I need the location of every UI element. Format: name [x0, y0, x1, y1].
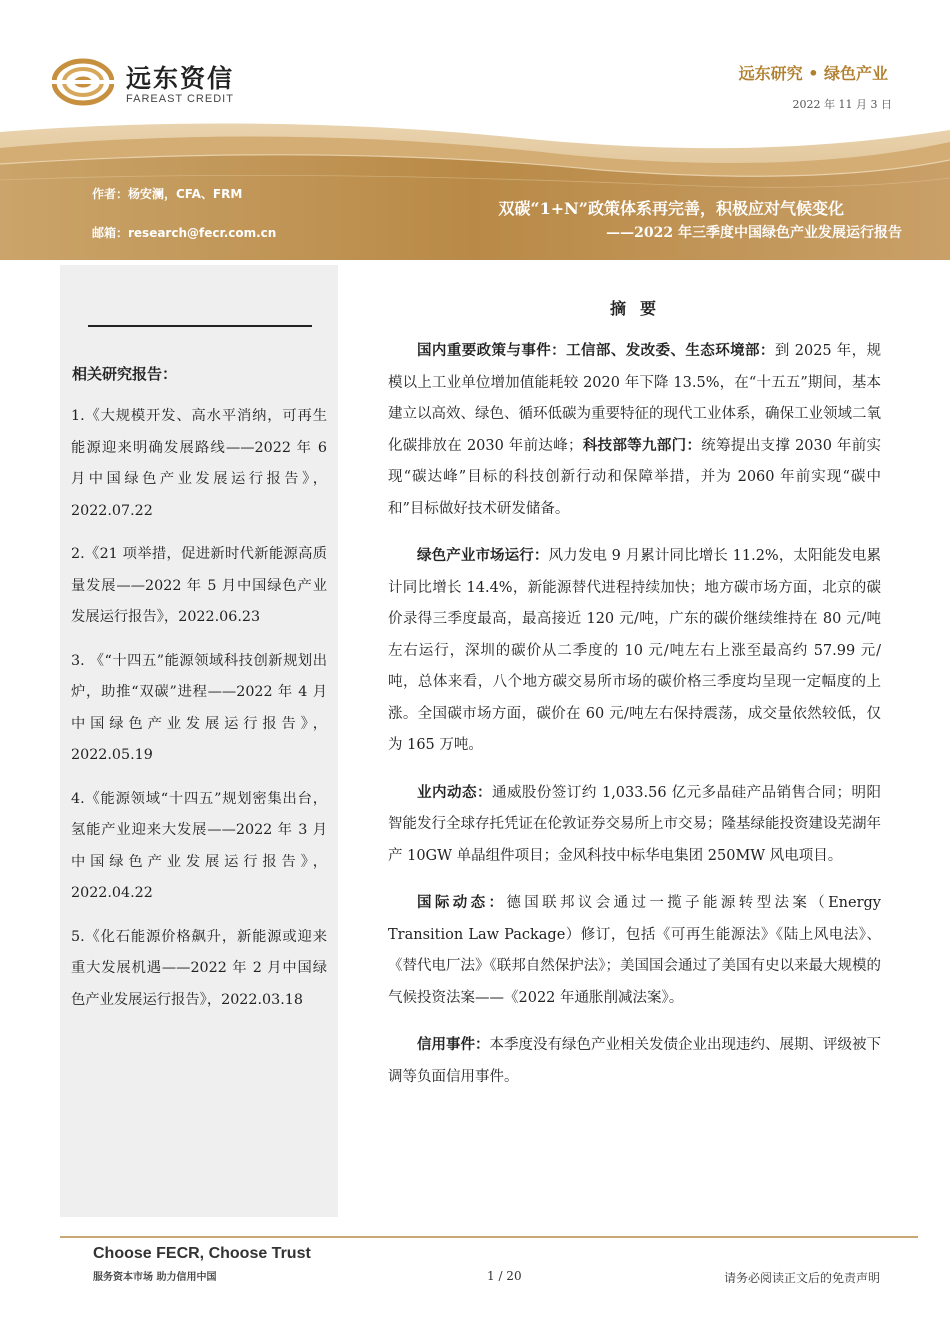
market-operation-paragraph	[388, 541, 881, 762]
related-report-item[interactable]: 4.《能源领域“十四五”规划密集出台，氢能产业迎来大发展——2022 年 3 月中国绿色产业发展运行报告》，2022.04.22	[71, 790, 327, 901]
report-subtitle: ——2022 年三季度中国绿色产业发展运行报告	[606, 225, 902, 241]
related-reports-sidebar	[60, 265, 338, 1217]
paragraph-text: 风力发电 9 月累计同比增长 11.2%，太阳能发电累计同比增长 14.4%，新能源替代进程持续加快；地方碳市场方面，北京的碳价录得三季度最高，最高接近 120 元/吨，广东的碳价继续维持在 80 元/吨左右运行，深圳的碳价从二季度的 10 元/吨左右上涨至最高约 57.99 元/吨，总体来看，八个地方碳交易所市场的碳价格三季度均呈现一定幅度的上涨。全国碳市场方面，碳价在 60 元/吨左右保持震荡，成交量依然较低，仅为 165 万吨。	[388, 548, 881, 753]
sidebar-title: 相关研究报告：	[72, 365, 178, 383]
paragraph-text: 德国联邦议会通过一揽子能源转型法案（Energy Transition Law Package）修订，包括《可再生能源法》《陆上风电法》、《替代电厂法》《联邦自然保护法》；美国国会通过了美国有史以来最大规模的气候投资法案——《2022 年通胀削减法案》。	[388, 895, 881, 1006]
disclaimer-note[interactable]: 请务必阅读正文后的免责声明	[723, 1271, 880, 1285]
paragraph-text: 本季度没有绿色产业相关发债企业出现违约、展期、评级被下调等负面信用事件。	[388, 1037, 881, 1085]
company-logo	[52, 56, 242, 112]
logo-mark-icon	[52, 58, 114, 106]
related-report-item[interactable]: 5.《化石能源价格飙升，新能源或迎来重大发展机遇——2022 年 2 月中国绿色产业发展运行报告》，2022.03.18	[71, 928, 327, 1008]
report-title: 双碳“1+N”政策体系再完善，积极应对气候变化	[498, 199, 844, 218]
paragraph-text: 通威股份签订约 1,033.56 亿元多晶硅产品销售合同；明阳智能发行全球存托凭证在伦敦证券交易所上市交易；隆基绿能投资建设芜湖年产 10GW 单晶组件项目；金风科技中标华电集团 250MW 风电项目。	[388, 784, 881, 864]
abstract-heading: 摘要	[610, 299, 671, 318]
paragraph-text: 统筹提出支撑 2030 年前实现“碳达峰”目标的科技创新行动和保障举措，并为 2060 年前实现“碳中和”目标做好技术研发储备。	[388, 437, 881, 517]
sidebar-divider	[88, 325, 312, 327]
domestic-policy-paragraph	[388, 336, 881, 525]
paragraph-lead: 业内动态：	[417, 784, 492, 801]
paragraph-text: 到 2025 年，规模以上工业单位增加值能耗较 2020 年下降 13.5%，在“十五五”期间，基本建立以高效、绿色、循环低碳为重要特征的现代工业体系，确保工业领域二氧化碳排放在 2030 年前达峰；	[388, 343, 881, 454]
paragraph-lead: 信用事件：	[417, 1037, 490, 1053]
related-reports-list	[71, 401, 327, 1028]
report-date: 2022 年 11 月 3 日	[792, 98, 892, 111]
related-report-item[interactable]: 2.《21 项举措，促进新时代新能源高质量发展——2022 年 5 月中国绿色产业发展运行报告》，2022.06.23	[71, 546, 327, 625]
logo-text-cn: 远东资信	[126, 64, 235, 93]
paragraph-lead: 绿色产业市场运行：	[417, 548, 549, 564]
footer-slogan-sub: 服务资本市场 助力信用中国	[93, 1272, 217, 1283]
logo-text-en: FAREAST CREDIT	[126, 93, 234, 105]
report-series: 远东研究 • 绿色产业	[738, 64, 888, 83]
international-news-paragraph	[388, 888, 881, 1014]
credit-events-paragraph	[388, 1030, 881, 1093]
abstract-body	[388, 336, 881, 1109]
email-line: 邮箱：research@fecr.com.cn	[92, 226, 277, 240]
related-report-item[interactable]: 3. 《“十四五”能源领域科技创新规划出炉，助推“双碳”进程——2022 年 4 月中国绿色产业发展运行报告》，2022.05.19	[71, 652, 327, 763]
paragraph-lead: 科技部等九部门：	[582, 437, 702, 454]
page-number: 1 / 20	[487, 1269, 522, 1283]
related-report-item[interactable]: 1.《大规模开发、高水平消纳，可再生能源迎来明确发展路线——2022 年 6 月中国绿色产业发展运行报告》，2022.07.22	[71, 408, 327, 519]
author-line: 作者：杨安澜，CFA、FRM	[92, 187, 243, 201]
industry-news-paragraph	[388, 778, 881, 873]
footer-slogan: Choose FECR, Choose Trust	[93, 1245, 311, 1262]
paragraph-lead: 国际动态：	[417, 895, 507, 911]
paragraph-lead: 国内重要政策与事件：工信部、发改委、生态环境部：	[417, 343, 775, 359]
footer-divider	[60, 1236, 918, 1238]
